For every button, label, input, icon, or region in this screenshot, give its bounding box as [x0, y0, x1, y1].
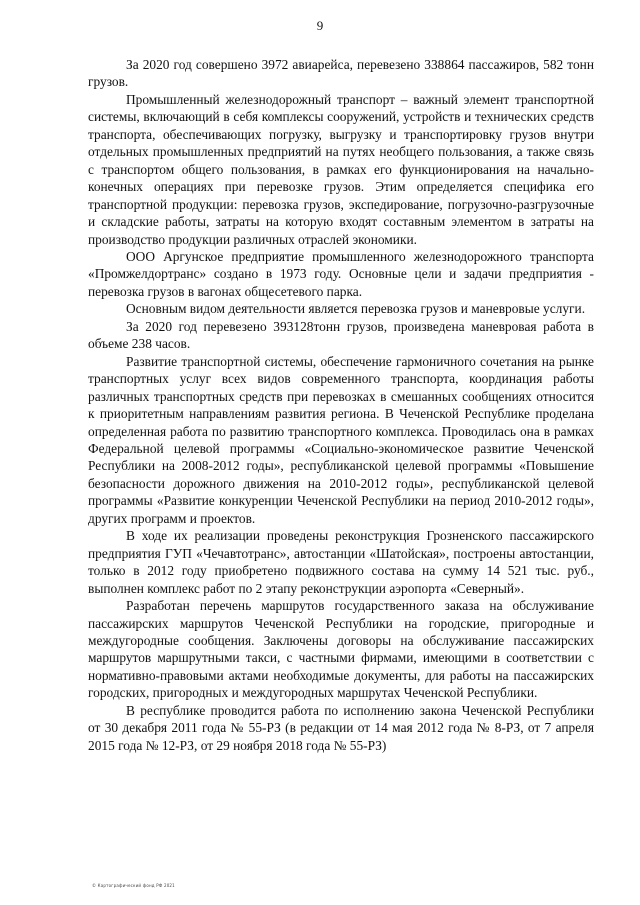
footer-code: © Картографический фонд РФ 2021: [92, 883, 175, 888]
paragraph-transport-development: Развитие транспортной системы, обеспечение гармоничного сочетания на рынке транспортных услуг всех видов современного транспорта, координация работы различных транспортных средств при перевозках в смешанных сообщениях относится к приоритетным направлениям развития региона. В Чеченской Республике проделана определенная работа по развитию транспортного комплекса. Проводилась она в рамках Федеральной целевой программы «Социально-экономическое развитие Чеченской Республики на 2008-2012 годы», республиканской целевой программы «Повышение безопасности дорожного движения на 2010-2012 годы», республиканской целевой программы «Развитие конкуренции Чеченской Республики на период 2010-2012 годы», других программ и проектов.: [88, 353, 594, 526]
paragraph-law-execution: В республике проводится работа по исполнению закона Чеченской Республики от 30 декабря 2011 года № 55-РЗ (в редакции от 14 мая 2012 года № 8-РЗ, от 7 апреля 2015 года № 12-РЗ, от 29 ноября 2018 года № 55-РЗ): [88, 702, 594, 753]
paragraph-argun-enterprise: ООО Аргунское предприятие промышленного железнодорожного транспорта «Промжелдортранс» создано в 1973 году. Основные цели и задачи предприятия - перевозка грузов в вагонах общесетевого парка.: [88, 248, 594, 299]
document-body: [88, 56, 594, 754]
paragraph-air-transport: За 2020 год совершено 3972 авиарейса, перевезено 338864 пассажиров, 582 тонн грузов.: [88, 57, 594, 90]
page-number: 9: [316, 18, 324, 33]
paragraph-reconstruction: В ходе их реализации проведены реконструкция Грозненского пассажирского предприятия ГУП «Чечавтотранс», автостанции «Шатойская», построены автостанции, только в 2012 году приобретено подвижного состава на сумму 14 521 тыс. руб., выполнен комплекс работ по 2 этапу реконструкции аэропорта «Северный».: [88, 528, 594, 596]
paragraph-cargo-2020: За 2020 год перевезено 393128тонн грузов, произведена маневровая работа в объеме 238 часов.: [88, 318, 594, 352]
paragraph-industrial-railway: Промышленный железнодорожный транспорт – важный элемент транспортной системы, включающий в себя комплексы сооружений, устройств и технических средств транспорта, обеспечивающих погрузку, выгрузку и транспортировку грузов внутри отдельных промышленных предприятий на путях необщего пользования, а также связь с транспортом общего пользования, в рамках его функционирования на начально-конечных операциях при перевозке грузов. Этим определяется специфика его транспортной продукции: перевозка грузов, экспедирование, погрузочно-разгрузочные и складские работы, затраты на которую входят составным элементом в затраты на производство продукции различных отраслей экономики.: [88, 91, 594, 247]
paragraph-main-activity: Основным видом деятельности является перевозка грузов и маневровые услуги.: [126, 301, 586, 317]
paragraph-routes-list: Разработан перечень маршрутов государственного заказа на обслуживание пассажирских маршрутов Чеченской Республики на городские, пригородные и междугородные сообщения. Заключены договоры на обслуживание пассажирских маршрутов маршрутными такси, с частными фирмами, имеющими в соответствии с нормативно-правовыми актами необходимые документы, для работы на пассажирских городских, пригородных и междугородных маршрутах Чеченской Республики.: [88, 598, 594, 701]
